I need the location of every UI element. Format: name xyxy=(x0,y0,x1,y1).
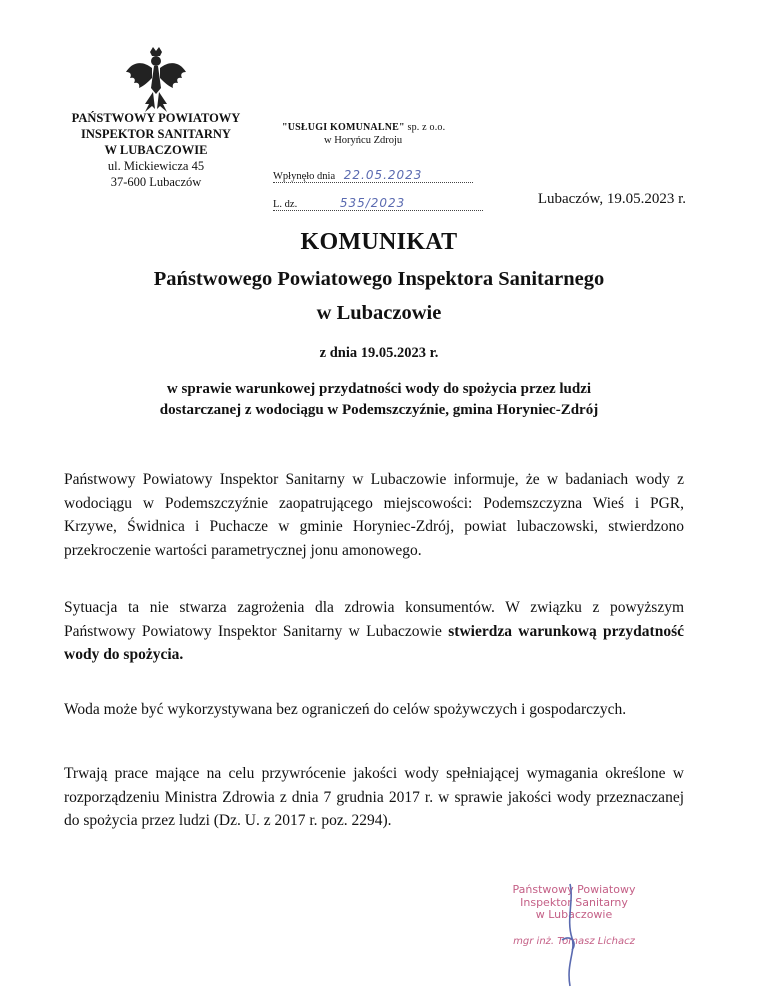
authority-line: W LUBACZOWIE xyxy=(104,143,208,157)
stamp-ref-label: L. dz. xyxy=(273,199,298,210)
body-paragraph: Państwowy Powiatowy Inspektor Sanitarny w Lubaczowie informuje, że w badaniach wody z wodociągu w Podemszczyźnie zaopatrującego miejscowości: Podemszczyzna Wieś i PGR, Krzywe, Świdnica i Puchacze w gminie Horyniec-Zdrój, powiat lubaczowski, stwierdzono przekroczenie wartości parametrycznej jonu amonowego. xyxy=(64,471,684,559)
paragraph-emphasis: stwierdza warunkową przydatność wody do spożycia. xyxy=(64,622,684,663)
authority-address: ul. Mickiewicza 45 xyxy=(107,159,205,173)
signature-name: mgr inż. Tomasz Lichacz xyxy=(513,935,635,947)
body-paragraph: Woda może być wykorzystywana bez ograniczeń do celów spożywczych i gospodarczych. xyxy=(64,701,627,718)
stamp-ref-line xyxy=(273,196,483,211)
stamp-ref-value: 535/2023 xyxy=(339,196,406,210)
document-subtitle: Państwowego Powiatowego Inspektora Sanitarnego xyxy=(153,268,605,290)
stamp-location: w Horyńcu Zdroju xyxy=(324,135,403,146)
body-paragraph xyxy=(64,596,684,667)
authority-line: PAŃSTWOWY POWIATOWY xyxy=(71,111,241,125)
document-date: z dnia 19.05.2023 r. xyxy=(319,345,439,361)
document-title: KOMUNIKAT xyxy=(300,229,458,255)
signature-line: w Lubaczowie xyxy=(535,908,613,921)
document-subject xyxy=(0,379,758,421)
authority-header xyxy=(50,110,262,190)
subject-line: dostarczanej z wodociągu w Podemszczyźnie, gmina Horyniec-Zdrój xyxy=(159,402,599,418)
body-paragraph: Trwają prace mające na celu przywrócenie jakości wody spełniającej wymagania określone w rozporządzeniu Ministra Zdrowia z dnia 7 grudnia 2017 r. w sprawie jakości wody przeznaczanej do spożycia przez ludzi (Dz. U. z 2017 r. poz. 2294). xyxy=(64,765,684,829)
signature-line: Inspektor Sanitarny xyxy=(520,895,628,909)
paragraph-text: Sytuacja ta nie stwarza zagrożenia dla zdrowia konsumentów. W związku z powyższym Państwowy Powiatowy Inspektor Sanitarny w Lubaczowie xyxy=(64,599,684,640)
signature-line: Państwowy Powiatowy xyxy=(512,883,636,896)
place-date: Lubaczów, 19.05.2023 r. xyxy=(537,191,686,207)
eagle-emblem-icon xyxy=(124,46,188,114)
stamp-received-label: Wpłynęło dnia xyxy=(273,171,336,182)
stamp-company: "USŁUGI KOMUNALNE" sp. z o.o. xyxy=(282,122,446,133)
stamp-received-value: 22.05.2023 xyxy=(343,168,423,182)
authority-line: INSPEKTOR SANITARNY xyxy=(81,127,231,141)
document-subtitle: w Lubaczowie xyxy=(316,302,442,324)
receipt-stamp xyxy=(270,120,500,215)
handwritten-signature xyxy=(540,880,600,990)
stamp-received-line xyxy=(273,168,473,183)
subject-line: w sprawie warunkowej przydatności wody do spożycia przez ludzi xyxy=(166,381,592,397)
authority-address: 37-600 Lubaczów xyxy=(110,175,202,189)
